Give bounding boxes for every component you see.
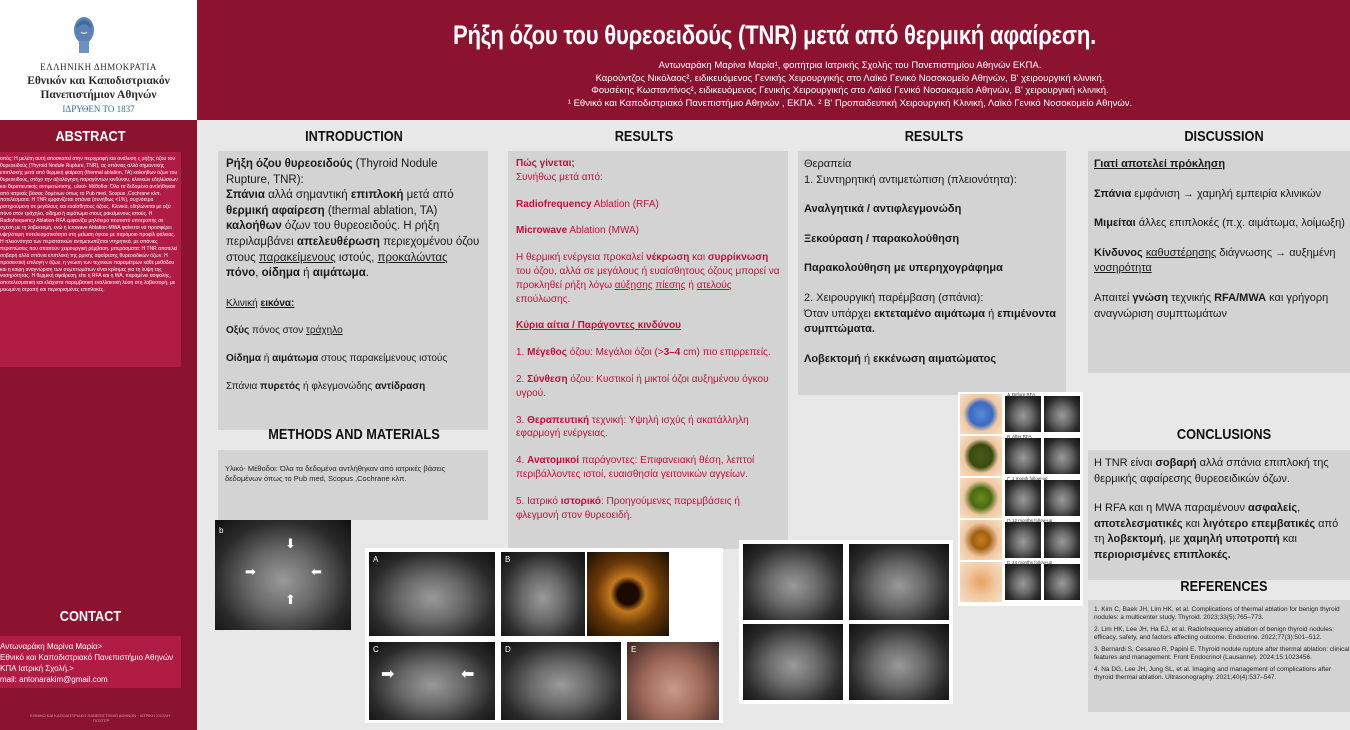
reference-item: 1. Kim C, Baek JH, Lim HK, et al. Complications of thermal ablation for benign thyroid nodules: a multicenter study. Thyroid. 2023;33(5):765–773. — [1094, 606, 1340, 621]
results-cause-4: 4. Ανατομικοί παράγοντες: Επιφανειακή θέση, λεπτοί περιβάλλοντες ιστοί, ευαισθησία γειτονικών αγγείων. — [516, 455, 755, 480]
thyroid-diagram-d — [960, 520, 1002, 560]
contact-line: ΚΠΑ Ιατρική Σχολή.> — [0, 664, 74, 673]
thyroid-diagram-a — [960, 394, 1002, 434]
introduction-heading: INTRODUCTION — [305, 128, 403, 145]
results-rfa: Radiofrequency Ablation (RFA) — [516, 198, 659, 210]
results-energy: Η θερμική ενέργεια προκαλεί νέκρωση και συρρίκνωση του όζου, αλλά σε μεγάλους ή ευαίσθητους όζους μπορεί να προκληθεί ρήξη λόγω αύξησης πίεσης ή ατελούς επούλωσης. — [516, 252, 780, 305]
ultrasound-c — [369, 642, 495, 720]
results-panel-1 — [508, 151, 788, 549]
figure-caption: 24 months follow-up — [1012, 560, 1053, 565]
discussion-why: Γιατί αποτελεί πρόκληση — [1094, 158, 1226, 170]
arrow-right-icon: ➡ — [245, 564, 256, 579]
therapy-analgesics: Αναλγητικά / αντιφλεγμονώδη — [804, 203, 962, 216]
figure-label: E — [1007, 561, 1011, 567]
intro-description: Σπάνια αλλά σημαντική επιπλοκή μετά από θερμική αφαίρεση (thermal ablation, TA) καλοήθων όζων του θυρεοειδούς. Η ρήξη περιλαμβάνει απελευθέρωση περιεχομένου όζου στους παρακείμενους ιστούς, προκαλώντας πόνο, οίδημα ή αιμάτωμα. — [226, 189, 480, 280]
therapy-followup: Παρακολούθηση με υπερηχογράφημα — [804, 262, 1003, 275]
results-how: Πώς γίνεται; — [516, 158, 575, 169]
therapy-label: Θεραπεία — [804, 158, 852, 170]
logo-text-university-1: Εθνικόν και Καποδιστριακόν — [27, 75, 170, 87]
figure-label: A — [1007, 393, 1011, 399]
arrow-right-icon: ➡ — [381, 666, 395, 683]
results-cause-5: 5. Ιατρικό ιστορικό: Προηγούμενες παρεμβάσεις ή φλεγμονή στον θυρεοειδή. — [516, 495, 740, 521]
image-label: B — [505, 555, 511, 564]
contact-heading: CONTACT — [59, 608, 122, 625]
author-line: Αντωναράκη Μαρίνα Μαρία¹, φοιτήτρια Ιατρικής Σχολής του Πανεπιστημίου Αθηνών ΕΚΠΑ. — [658, 60, 1042, 71]
results-cause-3: 3. Θεραπευτική τεχνική: Υψηλή ισχύς ή ακατάλληλη εφαρμογή ενέργειας. — [516, 414, 749, 440]
image-label: C — [373, 645, 379, 654]
ultrasound-d — [501, 642, 621, 720]
university-logo-box — [0, 0, 199, 120]
results-panel-2 — [798, 151, 1066, 395]
ct-figure-panel — [739, 540, 953, 704]
ct-image-4 — [849, 624, 949, 700]
ct-image-2 — [849, 544, 949, 620]
arrow-left-icon: ⬅ — [461, 666, 475, 683]
contact-line: Αντωναράκη Μαρίνα Μαρία> — [0, 642, 103, 651]
logo-text-university-2: Πανεπιστήμιον Αθηνών — [40, 89, 157, 101]
ultrasound-image-arrows — [215, 520, 351, 630]
intro-symptom-2: Οίδημα ή αιμάτωμα στους παρακείμενους ιστούς — [226, 352, 448, 364]
figure-label: B — [1007, 435, 1011, 441]
author-line: Καρούντζος Νικόλαος², ειδικευόμενος Γενικής Χειρουργικής στο Λαϊκό Γενικό Νοσοκομείο Αθηνών, Β' χειρουργική κλινική. — [595, 72, 1105, 84]
results-mwa: Microwave Ablation (MWA) — [516, 225, 640, 237]
reference-item: 4. Na DG, Lee JH, Jung SL, et al. Imaging and management of complications after thyroid thermal ablation. Ultrasonography. 2021;40(4):537–547. — [1094, 666, 1332, 681]
therapy-rest: Ξεκούραση / παρακολούθηση — [804, 232, 960, 245]
results-causes-heading: Κύρια αίτια / Παράγοντες κινδύνου — [516, 320, 681, 332]
methods-heading: METHODS AND MATERIALS — [268, 426, 440, 443]
followup-us-b2 — [1044, 438, 1080, 474]
arrow-down-icon: ⬇ — [285, 536, 296, 551]
figure-label: C — [1007, 477, 1011, 483]
therapy-surgical: 2. Χειρουργική παρέμβαση (σπάνια): — [804, 291, 984, 304]
ultrasound-figure-panel — [365, 548, 723, 723]
abstract-heading: ABSTRACT — [55, 128, 126, 145]
followup-us-d2 — [1044, 522, 1080, 558]
logo-text-republic: ΕΛΛΗΝΙΚΗ ΔΗΜΟΚΡΑΤΙΑ — [40, 62, 157, 72]
discussion-point-4: Απαιτεί γνώση τεχνικής RFA/MWA και γρήγορη αναγνώριση συμπτωμάτων — [1094, 291, 1329, 320]
results-usually: Συνήθως μετά από: — [516, 171, 603, 183]
arrow-up-icon: ⬆ — [285, 592, 296, 607]
ultrasound-b — [501, 552, 585, 636]
therapy-conservative: 1. Συντηρητική αντιμετώπιση (πλειονότητα): — [804, 173, 1017, 186]
conclusion-2: Η RFA και η MWA παραμένουν ασφαλείς, αποτελεσματικές και λιγότερο επεμβατικές από τη λοβεκτομή, με χαμηλή υποτροπή και περιορισμένες επιπλοκές. — [1094, 502, 1339, 561]
affiliation-line: ¹ Εθνικό και Καποδιστριακό Πανεπιστήμιο Αθηνών , ΕΚΠΑ. ² Β' Προπαιδευτική Χειρουργική Κλινική, Λαϊκό Γενικό Νοσοκομείο Αθηνών. — [567, 97, 1133, 109]
figure-caption: After RFA — [1012, 434, 1032, 439]
followup-us-a2 — [1044, 396, 1080, 432]
author-line: Φουσέκης Κωσταντίνος², ειδικευόμενος Γενικής Χειρουργικής στο Λαϊκό Γενικό Νοσοκομείο Αθηνών, Β' χειρουργική κλινική. — [591, 85, 1109, 97]
ct-image-1 — [743, 544, 843, 620]
discussion-point-1: Σπάνια εμφάνιση → χαμηλή εμπειρία κλινικών — [1094, 187, 1322, 200]
footer-note: ΕΘΝΙΚΟ ΚΑΙ ΚΑΠΟΔΙΣΤΡΙΑΚΟ ΠΑΝΕΠΙΣΤΗΜΙΟ ΑΘΗΝΩΝ · ΙΑΤΡΙΚΗ ΣΧΟΛΗ · ΠΟΣΤΕΡ — [30, 713, 170, 723]
ct-image-3 — [743, 624, 843, 700]
therapy-lobectomy: Λοβεκτομή ή εκκένωση αιματώματος — [804, 352, 997, 365]
introduction-panel — [218, 151, 488, 430]
results-cause-1: 1. Μέγεθος όζου: Μεγάλοι όζοι (>3–4 cm) πιο επιρρεπείς. — [516, 347, 771, 359]
doppler-image — [587, 552, 669, 636]
figure-caption: 12 months follow-up — [1012, 518, 1053, 523]
discussion-heading: DISCUSSION — [1184, 128, 1264, 145]
neck-photo — [627, 642, 719, 720]
results-heading-1: RESULTS — [614, 128, 674, 145]
conclusion-1: Η TNR είναι σοβαρή αλλά σπάνια επιπλοκή της θερμικής αφαίρεσης θυρεοειδικών όζων. — [1094, 457, 1329, 485]
therapy-surgical-detail: Όταν υπάρχει εκτεταμένο αιμάτωμα ή επιμένοντα συμπτώματα. — [804, 307, 1056, 336]
methods-panel — [218, 450, 488, 520]
ultrasound-a — [369, 552, 495, 636]
image-label: D — [505, 645, 511, 654]
image-label: b — [219, 526, 224, 535]
clinical-picture-label: Κλινική εικόνα: — [226, 297, 295, 309]
intro-symptom-1: Οξύς πόνος στον τράχηλο — [226, 325, 343, 337]
arrow-left-icon: ⬅ — [311, 564, 322, 579]
contact-email: mail: antonarakim@gmail.com — [0, 675, 108, 684]
discussion-panel — [1088, 151, 1350, 373]
results-heading-2: RESULTS — [904, 128, 964, 145]
thyroid-diagram-b — [960, 436, 1002, 476]
thyroid-diagram-e — [960, 562, 1002, 602]
figure-caption: Before RFA — [1012, 392, 1036, 397]
results-cause-2: 2. Σύνθεση όζου: Κυστικοί ή μικτοί όζοι αυξημένου όγκου υγρού. — [516, 373, 769, 399]
intro-definition: Ρήξη όζου θυρεοειδούς (Thyroid Nodule Rupture, TNR): — [226, 158, 438, 186]
poster-title: Ρήξη όζου του θυρεοειδούς (TNR) μετά από θερμική αφαίρεση. — [452, 20, 1097, 50]
thyroid-diagram-c — [960, 478, 1002, 518]
references-panel — [1088, 600, 1350, 712]
figure-caption: 1 month follow-up — [1012, 476, 1048, 481]
references-heading: REFERENCES — [1180, 578, 1268, 595]
methods-text: Υλικό- Μέθοδοι: Όλα τα δεδομένα αντλήθηκαν από ιατρικές βάσεις δεδομένων όπως το Pub med, Scopus ,Cochrane κλπ. — [225, 464, 446, 483]
followup-figure-panel — [958, 392, 1083, 606]
image-label: A — [373, 555, 379, 564]
discussion-point-3: Κίνδυνος καθυστέρησης διάγνωσης → αυξημένη νοσηρότητα — [1094, 246, 1336, 275]
discussion-point-2: Μιμείται άλλες επιπλοκές (π.χ. αιμάτωμα, λοίμωξη) — [1094, 217, 1345, 230]
intro-symptom-3: Σπάνια πυρετός ή φλεγμονώδης αντίδραση — [226, 380, 426, 392]
logo-text-founded: ΙΔΡΥΘΕΝ ΤΟ 1837 — [62, 104, 135, 114]
conclusions-heading: CONCLUSIONS — [1176, 426, 1272, 443]
followup-us-c2 — [1044, 480, 1080, 516]
followup-us-e2 — [1044, 564, 1080, 600]
reference-item: 3. Bernardi S, Cesareo R, Papini E. Thyroid nodule rupture after thermal ablation: clinical features and management. Front Endocrinol (Lausanne). 2024;15:1023456. — [1094, 646, 1350, 661]
athena-emblem-icon — [70, 14, 98, 56]
contact-line: Εθνικό και Καποδιστριακό Πανεπιστήμιο Αθηνών — [0, 653, 174, 662]
contact-box — [0, 636, 181, 688]
image-label: E — [631, 645, 637, 654]
abstract-text: οπός: Η μελέτη αυτή αποσκοπεί στην περιγραφή και ανάλυση ς ρήξης όζου του θυρεοειδούς (Thyroid Nodule Rupture, TNR), ας σπάνιας αλλά σημαντικής επιπλοκής μετά από θερμική φαίρεση (thermal ablation, TA) καλοήθων όζων του θυρεοειδούς, στόχο την αξιολόγηση παραγόντων κινδύνου, κλινικών εδηλώσεων και θεραπευτικής αντιμετώπισης. υλικό- Μέθοδοι: Όλα τα δεδομένα αντλήθηκαν από ιατρικές βάσεις δομένων όπως το Pub med, Scopus ,Cochrane κλπ. ποτελέσματα: Η TNR εμφανίζεται σπάνια (συνήθως <1%), συχνότερα ρατηρούμενη σε μεγάλους και ευαίσθητους όζους. Κλινικά, εδηλώνεται με οξύ πόνο στον τράχηλο, οίδημα ή αιμάτωμα στους ρακείμενους ιστούς. Η Radiofrequency Ablation-RFA εμφανίζει μηλότερο ποσοστό υποτροπής σε σχέση με τη λοβεκτομή, ενώ η icrowave Ablation-MWA φαίνεται να προσφέρει υψηλότερη ποτελεσματικότητα στη μείωση όγκου με παρόμοιο προφίλ φάλειας. Η πλειονότητα των περιστατικών αντιμετωπίζεται ντηρητικά, με σπάνιες περιπτώσεις που απαιτούν χειρουργική ρέμβαση. μπεράσματα: Η TNR αποτελεί σοβαρή αλλά σπάνια επιπλοκή της ρμικής αφαίρεσης θυρεοειδικών όζων. Η προσεκτική επιλογή ν όζων, η γνώση των τεχνικών παραμέτρων κάθε μεθόδου και η καιρη αναγνώριση των συμπτωμάτων είναι κρίσιμες για τη λύψη της νοσηρότητας. Η θερμική αφαίρεση, είτε η RFA και η WA, παραμένει ασφαλής, αποτελεσματική και ελάχιστα παρεμβατική εναλλακτική λύση στη λοβεκτομή, με μειωμένη οτροπή και περιορισμένες επιπλοκές. — [0, 156, 178, 294]
figure-label: D — [1007, 519, 1011, 525]
authors-block — [420, 60, 1280, 110]
conclusions-panel — [1088, 450, 1350, 580]
reference-item: 2. Lim HK, Lee JH, Ha EJ, et al. Radiofrequency ablation of benign thyroid nodules: efficacy, safety, and factors affecting outcome. Endocrine. 2022;77(3):501–512. — [1094, 626, 1334, 641]
abstract-box — [0, 152, 181, 367]
